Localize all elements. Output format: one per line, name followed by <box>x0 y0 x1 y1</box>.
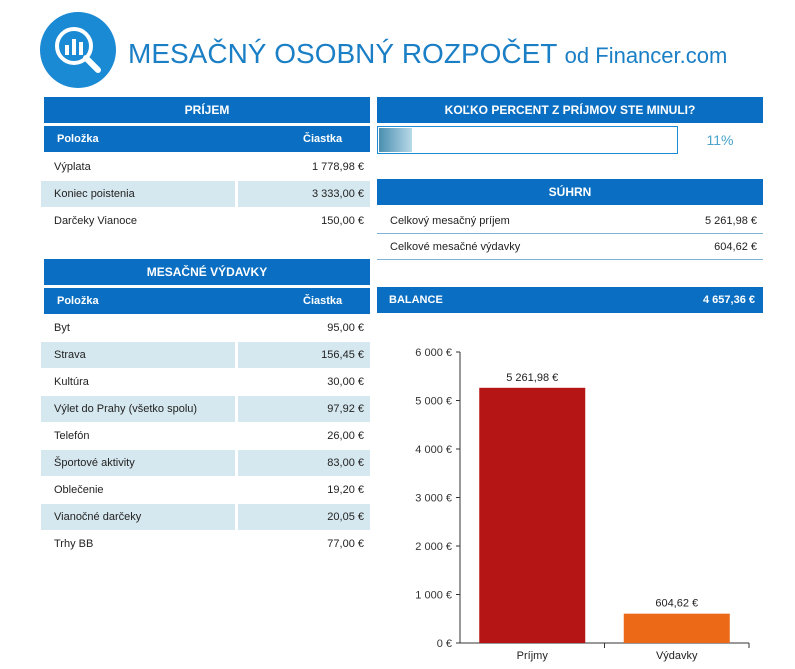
expense-amount: 26,00 € <box>327 430 364 442</box>
summary-expense-value: 604,62 € <box>714 241 757 253</box>
expense-amount: 83,00 € <box>238 450 370 476</box>
page-title-main: MESAČNÝ OSOBNÝ ROZPOČET <box>128 38 557 69</box>
spent-progress-bar <box>377 126 678 154</box>
financer-logo <box>40 12 116 88</box>
expenses-header: MESAČNÉ VÝDAVKY <box>44 259 370 285</box>
expense-item: Výlet do Prahy (všetko spolu) <box>41 396 235 422</box>
bar-data-label: 5 261,98 € <box>506 371 559 384</box>
expense-item: Byt <box>54 322 70 334</box>
expense-amount: 30,00 € <box>327 376 364 388</box>
page-title <box>128 38 727 70</box>
bar-data-label: 604,62 € <box>655 597 699 610</box>
expense-amount: 156,45 € <box>238 342 370 368</box>
expense-amount: 97,92 € <box>238 396 370 422</box>
balance-label: BALANCE <box>389 294 443 306</box>
summary-income-row <box>377 208 763 234</box>
expense-item: Trhy BB <box>54 538 94 550</box>
balance-bar <box>377 287 763 313</box>
y-tick-label: 2 000 € <box>415 541 452 553</box>
income-expense-chart <box>377 330 763 669</box>
expense-item: Kultúra <box>54 376 89 388</box>
income-col-amount: Čiastka <box>303 133 343 145</box>
expense-item: Telefón <box>54 430 90 442</box>
summary-income-label: Celkový mesačný príjem <box>390 215 510 227</box>
expense-item: Strava <box>41 342 235 368</box>
expense-item: Vianočné darčeky <box>41 504 235 530</box>
income-amount: 3 333,00 € <box>238 181 370 207</box>
balance-value: 4 657,36 € <box>703 294 755 306</box>
x-tick-label: Výdavky <box>655 650 698 662</box>
spent-progress-fill <box>379 128 412 152</box>
expense-item: Športové aktivity <box>41 450 235 476</box>
income-amount: 150,00 € <box>321 215 364 227</box>
income-col-item: Položka <box>57 133 99 145</box>
spent-percent-value: 11% <box>706 132 734 148</box>
income-item: Koniec poistenia <box>41 181 235 207</box>
expense-amount: 20,05 € <box>238 504 370 530</box>
page-title-sub: od Financer.com <box>564 43 728 68</box>
expense-amount: 77,00 € <box>327 538 364 550</box>
bar-vydavky <box>624 614 730 643</box>
expense-amount: 95,00 € <box>327 322 364 334</box>
bar-prijmy <box>479 388 585 643</box>
income-amount: 1 778,98 € <box>312 161 364 173</box>
summary-header: SÚHRN <box>377 179 763 205</box>
income-column-header <box>44 126 370 152</box>
y-tick-label: 3 000 € <box>415 492 452 505</box>
income-item: Darčeky Vianoce <box>54 215 137 227</box>
spent-percent-header: KOĽKO PERCENT Z PRÍJMOV STE MINULI? <box>377 97 763 123</box>
x-tick-label: Príjmy <box>516 650 548 662</box>
income-item: Výplata <box>54 161 91 173</box>
y-tick-label: 5 000 € <box>415 395 452 408</box>
expenses-column-header <box>44 288 370 314</box>
summary-expense-label: Celkové mesačné výdavky <box>390 241 521 253</box>
summary-income-value: 5 261,98 € <box>705 215 757 227</box>
expense-item: Oblečenie <box>54 484 104 496</box>
y-tick-label: 0 € <box>436 638 452 650</box>
expenses-col-item: Položka <box>57 295 99 307</box>
y-tick-label: 1 000 € <box>415 589 452 602</box>
expenses-col-amount: Čiastka <box>303 295 343 307</box>
chart-magnifier-icon <box>40 12 116 88</box>
y-tick-label: 4 000 € <box>415 444 452 456</box>
summary-expense-row <box>377 234 763 260</box>
y-tick-label: 6 000 € <box>415 347 452 359</box>
expense-amount: 19,20 € <box>327 484 364 496</box>
income-header: PRÍJEM <box>44 97 370 123</box>
